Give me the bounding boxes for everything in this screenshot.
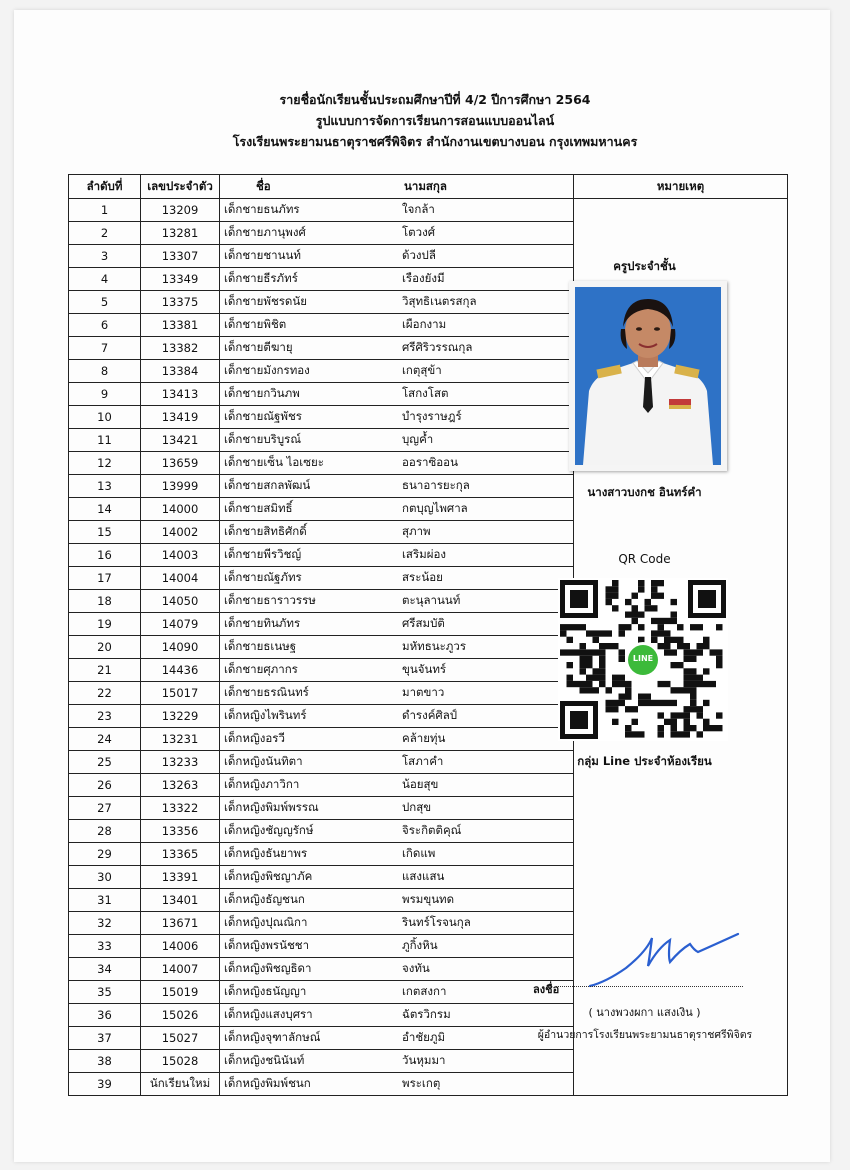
row-number: 30 [69, 866, 141, 889]
student-first-name: เด็กชายพิชิต [220, 314, 399, 337]
title-line-2: รูปแบบการจัดการเรียนการสอนแบบออนไลน์ [315, 113, 555, 128]
student-last-name: สระน้อย [398, 567, 574, 590]
student-first-name: เด็กชายธนภัทร [220, 199, 399, 222]
student-id: 15017 [141, 682, 220, 705]
row-number: 23 [69, 705, 141, 728]
student-id: 13384 [141, 360, 220, 383]
row-number: 19 [69, 613, 141, 636]
student-last-name: ศรีศิริวรรณกุล [398, 337, 574, 360]
student-first-name: เด็กชายสมิทธิ์ [220, 498, 399, 521]
row-number: 11 [69, 429, 141, 452]
student-last-name: สุภาพ [398, 521, 574, 544]
student-last-name: ขุนจันทร์ [398, 659, 574, 682]
student-first-name: เด็กชายตีฆายุ [220, 337, 399, 360]
row-number: 29 [69, 843, 141, 866]
student-last-name: คล้ายทุ่น [398, 728, 574, 751]
student-first-name: เด็กชายธเนษฐ [220, 636, 399, 659]
qr-label: QR Code [618, 552, 671, 566]
student-last-name: จงทัน [398, 958, 574, 981]
row-number: 4 [69, 268, 141, 291]
qr-code[interactable] [558, 578, 728, 741]
row-number: 37 [69, 1027, 141, 1050]
row-number: 21 [69, 659, 141, 682]
row-number: 9 [69, 383, 141, 406]
row-number: 31 [69, 889, 141, 912]
student-last-name: เผือกงาม [398, 314, 574, 337]
student-id: 13263 [141, 774, 220, 797]
table-header-row [69, 175, 788, 199]
student-last-name: ตะนุลานนท์ [398, 590, 574, 613]
student-last-name: เกตุสุข้า [398, 360, 574, 383]
row-number: 27 [69, 797, 141, 820]
student-first-name: เด็กหญิงพิชญธิดา [220, 958, 399, 981]
student-id: 14079 [141, 613, 220, 636]
student-first-name: เด็กชายณัฐพัชร [220, 406, 399, 429]
student-first-name: เด็กชายพีรวิชญ์ [220, 544, 399, 567]
row-number: 6 [69, 314, 141, 337]
student-first-name: เด็กชายสกลพัฒน์ [220, 475, 399, 498]
row-number: 33 [69, 935, 141, 958]
student-id: 13419 [141, 406, 220, 429]
student-first-name: เด็กหญิงธนัญญา [220, 981, 399, 1004]
title-line-1: รายชื่อนักเรียนชั้นประถมศึกษาปีที่ 4/2 ปีการศึกษา 2564 [279, 92, 591, 107]
student-id: 15028 [141, 1050, 220, 1073]
teacher-portrait-icon [575, 287, 721, 465]
row-number: 36 [69, 1004, 141, 1027]
teacher-label: ครูประจำชั้น [613, 259, 676, 273]
student-first-name: เด็กหญิงพรนัชชา [220, 935, 399, 958]
student-first-name: เด็กหญิงไพรินทร์ [220, 705, 399, 728]
student-id: 13322 [141, 797, 220, 820]
student-first-name: เด็กหญิงพิมพ์พรรณ [220, 797, 399, 820]
student-id: 13281 [141, 222, 220, 245]
student-id: 13421 [141, 429, 220, 452]
student-first-name: เด็กชายธาราวรรษ [220, 590, 399, 613]
director-title: ผู้อำนวยการโรงเรียนพระยามนธาตุราชศรีพิจิตร [537, 1029, 753, 1041]
student-first-name: เด็กชายมังกรทอง [220, 360, 399, 383]
row-number: 7 [69, 337, 141, 360]
student-first-name: เด็กชายธรณินทร์ [220, 682, 399, 705]
student-id: 13229 [141, 705, 220, 728]
student-first-name: เด็กชายกวินภพ [220, 383, 399, 406]
signature-icon [586, 926, 746, 990]
student-first-name: เด็กชายศุภากร [220, 659, 399, 682]
student-id: 13391 [141, 866, 220, 889]
row-number: 17 [69, 567, 141, 590]
student-first-name: เด็กหญิงธัญชนก [220, 889, 399, 912]
student-id: 14002 [141, 521, 220, 544]
row-number: 22 [69, 682, 141, 705]
row-number: 10 [69, 406, 141, 429]
student-id: 13209 [141, 199, 220, 222]
student-id: 13365 [141, 843, 220, 866]
student-last-name: ธนาอารยะกุล [398, 475, 574, 498]
student-last-name: ฉัตรวิกรม [398, 1004, 574, 1027]
line-badge: LINE [632, 654, 654, 663]
student-id: 15019 [141, 981, 220, 1004]
student-id: 14436 [141, 659, 220, 682]
row-number: 38 [69, 1050, 141, 1073]
header-no: ลำดับที่ [69, 175, 141, 199]
student-last-name: เกตสงกา [398, 981, 574, 1004]
student-id: 13349 [141, 268, 220, 291]
student-first-name: เด็กหญิงภาวิกา [220, 774, 399, 797]
student-last-name: มาตขาว [398, 682, 574, 705]
student-id: 13999 [141, 475, 220, 498]
student-last-name: รินทร์โรจนกุล [398, 912, 574, 935]
student-id: 13356 [141, 820, 220, 843]
student-id: 14090 [141, 636, 220, 659]
student-first-name: เด็กชายณัฐภัทร [220, 567, 399, 590]
row-number: 16 [69, 544, 141, 567]
student-id: 13231 [141, 728, 220, 751]
student-id: 13382 [141, 337, 220, 360]
student-last-name: เรืองยังมี [398, 268, 574, 291]
student-last-name: บำรุงราษฎร์ [398, 406, 574, 429]
student-id: 13659 [141, 452, 220, 475]
student-id: นักเรียนใหม่ [141, 1073, 220, 1096]
student-id: 13307 [141, 245, 220, 268]
student-id: 14050 [141, 590, 220, 613]
student-first-name: เด็กชายทินภัทร [220, 613, 399, 636]
student-first-name: เด็กหญิงชัญญรักษ์ [220, 820, 399, 843]
student-id: 13233 [141, 751, 220, 774]
row-number: 8 [69, 360, 141, 383]
student-first-name: เด็กชายชานนท์ [220, 245, 399, 268]
student-last-name: อำชัยภูมิ [398, 1027, 574, 1050]
row-number: 1 [69, 199, 141, 222]
student-first-name: เด็กหญิงนันทิตา [220, 751, 399, 774]
student-last-name: พระเกตุ [398, 1073, 574, 1096]
student-last-name: โสกงโสต [398, 383, 574, 406]
student-last-name: บุญค้ำ [398, 429, 574, 452]
student-last-name: ออราซิออน [398, 452, 574, 475]
student-first-name: เด็กชายสิทธิศักดิ์ [220, 521, 399, 544]
student-last-name: วันหุมมา [398, 1050, 574, 1073]
student-id: 13671 [141, 912, 220, 935]
student-last-name: ใจกล้า [398, 199, 574, 222]
row-number: 20 [69, 636, 141, 659]
qr-caption: กลุ่ม Line ประจำห้องเรียน [577, 754, 712, 768]
student-id: 14000 [141, 498, 220, 521]
row-number: 28 [69, 820, 141, 843]
student-last-name: วิสุทธิเนตรสกุล [398, 291, 574, 314]
row-number: 32 [69, 912, 141, 935]
row-number: 18 [69, 590, 141, 613]
student-first-name: เด็กหญิงพิชญาภัค [220, 866, 399, 889]
student-id: 13375 [141, 291, 220, 314]
student-id: 14003 [141, 544, 220, 567]
student-last-name: น้อยสุข [398, 774, 574, 797]
row-number: 39 [69, 1073, 141, 1096]
student-last-name: มหัทธนะภูวร [398, 636, 574, 659]
student-id: 14006 [141, 935, 220, 958]
row-number: 25 [69, 751, 141, 774]
row-number: 34 [69, 958, 141, 981]
header-id: เลขประจำตัว [141, 175, 220, 199]
row-number: 13 [69, 475, 141, 498]
row-number: 5 [69, 291, 141, 314]
student-last-name: ศรีสมบัติ [398, 613, 574, 636]
student-first-name: เด็กหญิงจุฑาลักษณ์ [220, 1027, 399, 1050]
student-first-name: เด็กชายพัชรดนัย [220, 291, 399, 314]
student-first-name: เด็กชายธีรภัทร์ [220, 268, 399, 291]
student-first-name: เด็กชายภานุพงศ์ [220, 222, 399, 245]
row-number: 12 [69, 452, 141, 475]
row-number: 24 [69, 728, 141, 751]
row-number: 26 [69, 774, 141, 797]
row-number: 3 [69, 245, 141, 268]
row-number: 14 [69, 498, 141, 521]
student-id: 13401 [141, 889, 220, 912]
header-name: ชื่อ [220, 175, 399, 199]
student-last-name: ดำรงค์ศิลป์ [398, 705, 574, 728]
title-line-3: โรงเรียนพระยามนธาตุราชศรีพิจิตร สำนักงานเขตบางบอน กรุงเทพมหานคร [232, 134, 638, 149]
student-last-name: โตวงศ์ [398, 222, 574, 245]
student-first-name: เด็กหญิงพิมพ์ชนก [220, 1073, 399, 1096]
row-number: 15 [69, 521, 141, 544]
student-first-name: เด็กชายเซ็น ไอเซยะ [220, 452, 399, 475]
photo-background [575, 287, 721, 465]
row-number: 2 [69, 222, 141, 245]
student-last-name: จิระกิตติคุณ์ [398, 820, 574, 843]
student-last-name: ด้วงปลี [398, 245, 574, 268]
student-id: 13381 [141, 314, 220, 337]
table-row [69, 199, 788, 222]
student-first-name: เด็กหญิงแสงบุศรา [220, 1004, 399, 1027]
student-last-name: ภูกิ้งหิน [398, 935, 574, 958]
student-first-name: เด็กหญิงปุณณิกา [220, 912, 399, 935]
student-last-name: แสงแสน [398, 866, 574, 889]
signature-line [556, 986, 743, 987]
student-first-name: เด็กชายบริบูรณ์ [220, 429, 399, 452]
header-lastname: นามสกุล [398, 175, 574, 199]
director-name: ( นางพวงผกา แสงเงิน ) [588, 1006, 701, 1019]
student-id: 14004 [141, 567, 220, 590]
student-id: 13413 [141, 383, 220, 406]
teacher-photo [569, 281, 727, 471]
student-first-name: เด็กหญิงธันยาพร [220, 843, 399, 866]
student-first-name: เด็กหญิงอรวี [220, 728, 399, 751]
student-last-name: กตบุญไพศาล [398, 498, 574, 521]
header-remark: หมายเหตุ [574, 175, 788, 199]
student-id: 15026 [141, 1004, 220, 1027]
sign-label: ลงชื่อ [533, 983, 560, 996]
student-last-name: โสภาคำ [398, 751, 574, 774]
student-id: 14007 [141, 958, 220, 981]
student-last-name: เกิดแพ [398, 843, 574, 866]
student-id: 15027 [141, 1027, 220, 1050]
teacher-name: นางสาวบงกช อินทร์คำ [587, 485, 702, 499]
student-last-name: ปกสุข [398, 797, 574, 820]
student-last-name: พรมขุนทด [398, 889, 574, 912]
row-number: 35 [69, 981, 141, 1004]
student-first-name: เด็กหญิงชนินันท์ [220, 1050, 399, 1073]
student-last-name: เสริมผ่อง [398, 544, 574, 567]
